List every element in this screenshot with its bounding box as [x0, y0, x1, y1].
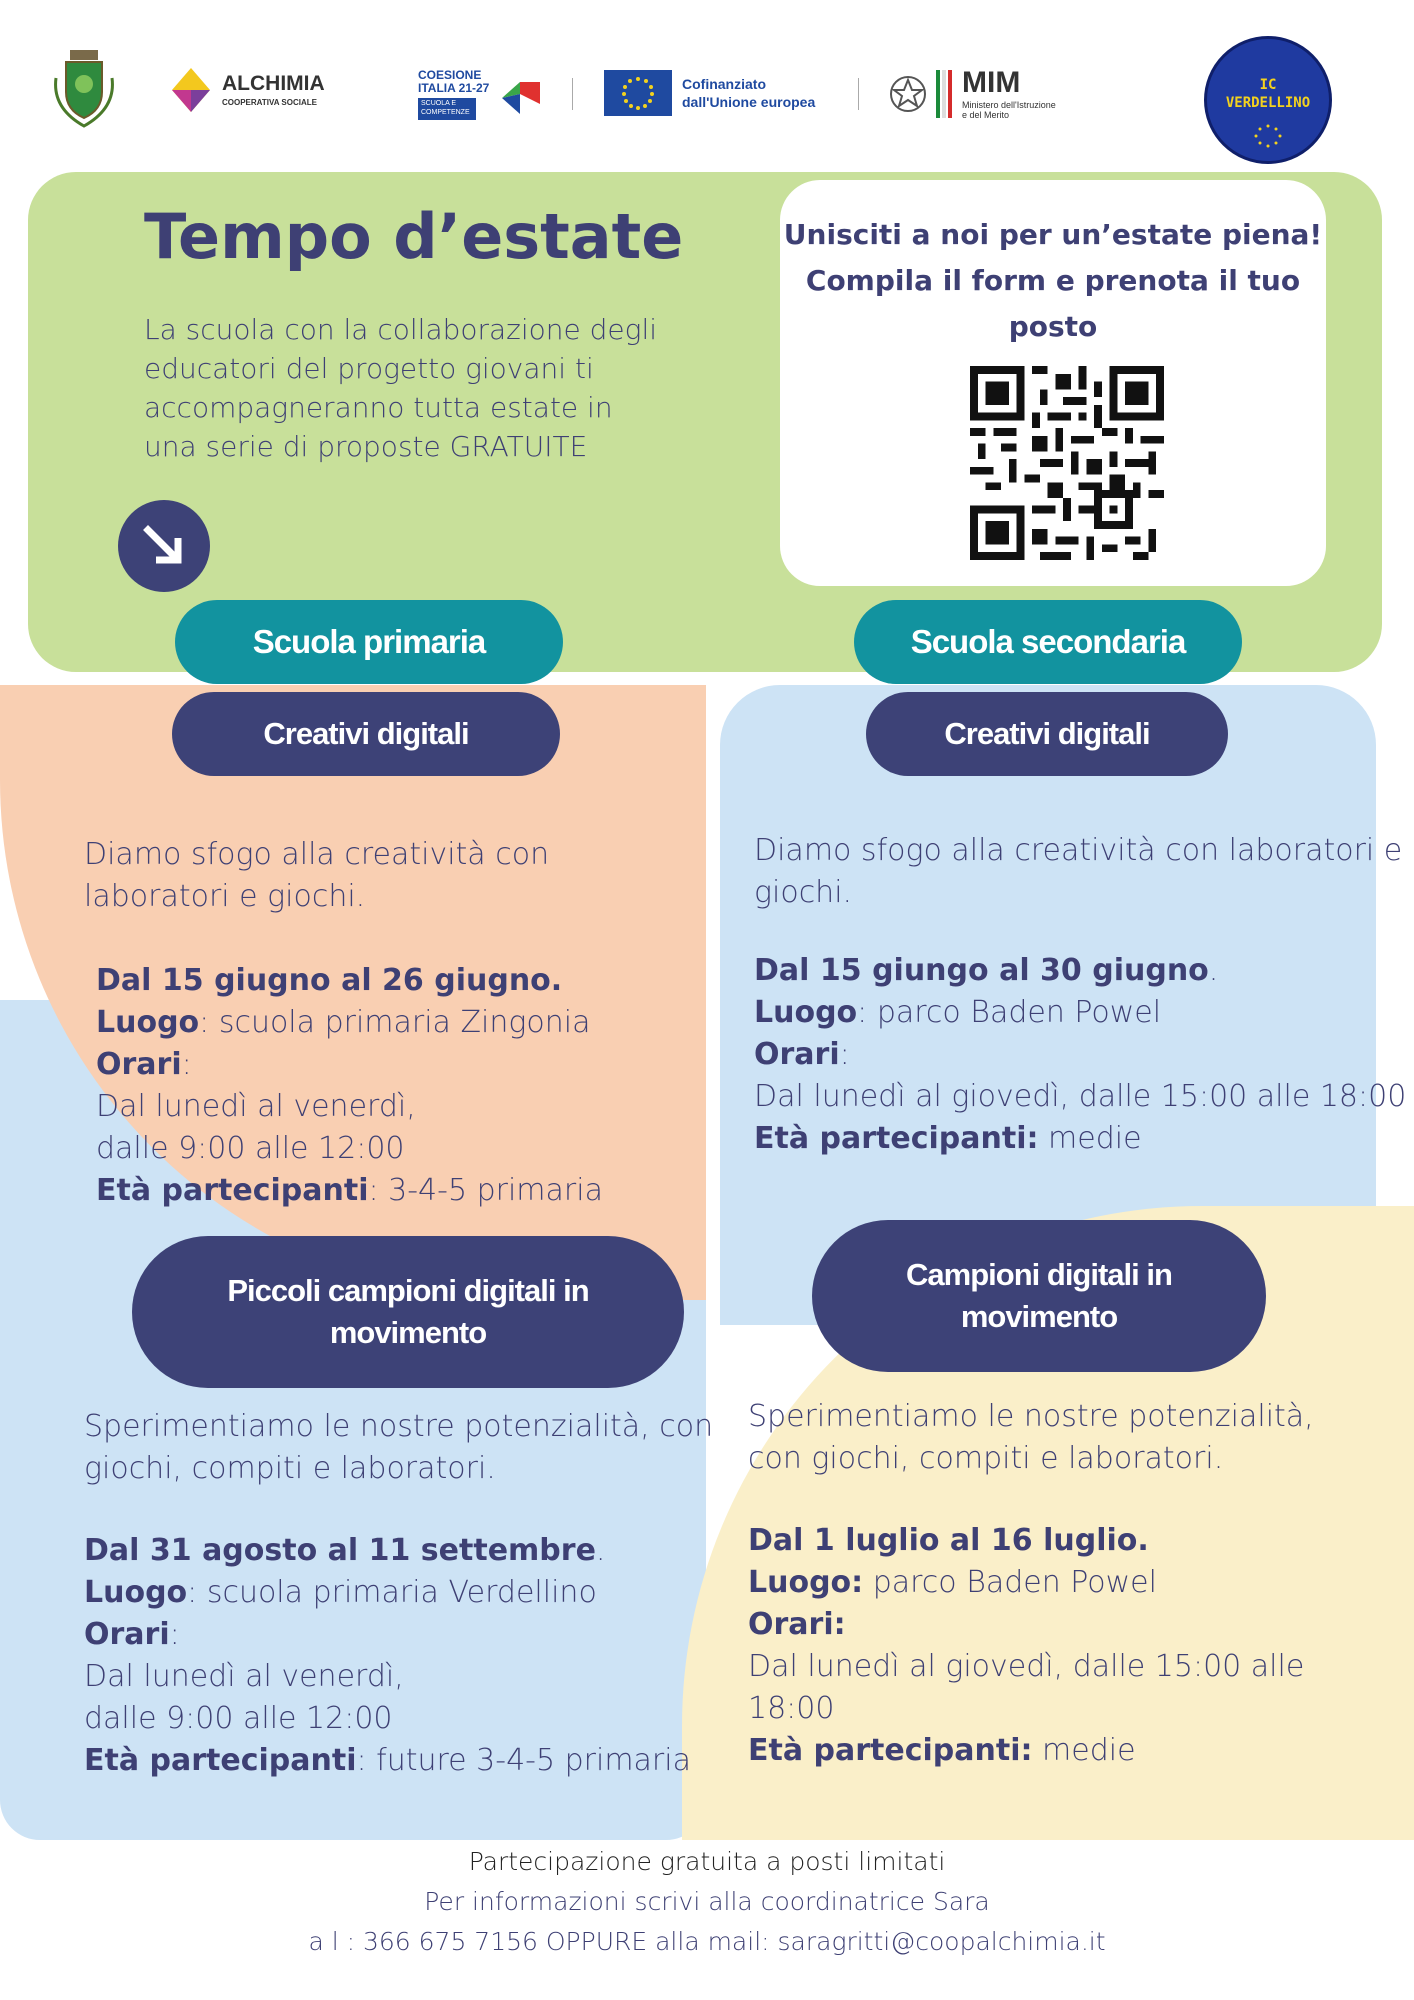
alchimia-name: ALCHIMIA [222, 72, 325, 95]
qr-card [780, 180, 1326, 586]
ic-line2: VERDELLINO [1225, 95, 1311, 111]
orari-days-hours: Dal lunedì al giovedì, dalle 15:00 alle 18:00 [754, 1079, 1407, 1114]
mim-line1: Ministero dell'Istruzione [962, 100, 1056, 110]
coesione-line2: ITALIA 21-27 [418, 81, 490, 95]
luogo-label: Luogo [96, 1005, 200, 1040]
orari-days: Dal lunedì al venerdì, [96, 1089, 416, 1124]
primaria-campioni-date: Dal 31 agosto al 11 settembre [84, 1533, 596, 1568]
primaria-campioni-description: Sperimentiamo le nostre potenzialità, con giochi, compiti e laboratori. [84, 1409, 714, 1486]
orari-hours: dalle 9:00 alle 12:00 [96, 1131, 405, 1166]
eta-value: : future 3-4-5 primaria [356, 1743, 691, 1778]
coesione-logo-icon [498, 72, 544, 118]
secondaria-creativi-details: Dal 15 giungo al 30 giugno. Luogo: parco Baden Powel Orari: Dal lunedì al giovedì, dalle 15:00 alle 18:00 Età partecipanti: medie [754, 953, 1407, 1156]
footer [0, 1842, 1414, 1962]
luogo-label: Luogo [84, 1575, 188, 1610]
primaria-campioni-details: Dal 31 agosto al 11 settembre. Luogo: scuola primaria Verdellino Orari: Dal lunedì al venerdì, dalle 9:00 alle 12:00 Età partecipanti: future 3-4-5 primaria [84, 1533, 691, 1778]
tab-scuola-secondaria[interactable]: Scuola secondaria [854, 600, 1242, 684]
orari-hours-end: 18:00 [748, 1691, 835, 1726]
secondaria-creativi-title: Creativi digitali [866, 692, 1228, 776]
arrow-down-right-icon [142, 524, 186, 568]
orari-label: Orari [84, 1617, 170, 1652]
hero-description: La scuola con la collaborazione degli educatori del progetto giovani ti accompagneranno tutta estate in una serie di proposte GRATUITE [144, 313, 658, 463]
eta-label: Età partecipanti: [748, 1733, 1033, 1768]
primaria-creativi-details: Dal 15 giugno al 26 giugno. Luogo: scuola primaria Zingonia Orari: Dal lunedì al venerdì, dalle 9:00 alle 12:00 Età partecipanti: 3-4-5 primaria [96, 963, 603, 1208]
eu-line1: Cofinanziato [682, 76, 766, 92]
orari-label: Orari [96, 1047, 182, 1082]
orari-label: Orari [754, 1037, 840, 1072]
coesione-logo [418, 68, 544, 122]
secondaria-creativi-description: Diamo sfogo alla creatività con laboratori e giochi. [754, 833, 1403, 910]
eta-label: Età partecipanti: [754, 1121, 1039, 1156]
ic-verdellino-logo-icon [1204, 36, 1332, 164]
luogo-value: parco Baden Powel [863, 1565, 1157, 1600]
luogo-value: : parco Baden Powel [857, 995, 1162, 1030]
header-logos [0, 0, 1414, 170]
orari-hours: dalle 9:00 alle 12:00 [84, 1701, 393, 1736]
orari-label: Orari: [748, 1607, 846, 1642]
coesione-line1: COESIONE [418, 68, 482, 82]
primaria-campioni-title: Piccoli campioni digitali in movimento [132, 1236, 684, 1388]
stars-icon [1251, 123, 1285, 149]
mim-flag [936, 70, 952, 118]
arrow-button[interactable] [118, 500, 210, 592]
tab-scuola-primaria[interactable]: Scuola primaria [175, 600, 563, 684]
secondaria-campioni-description: Sperimentiamo le nostre potenzialità, con giochi, compiti e laboratori. [748, 1399, 1314, 1476]
primaria-creativi-description: Diamo sfogo alla creatività con laboratori e giochi. [84, 837, 550, 914]
mim-title: MIM [962, 66, 1021, 99]
primaria-creativi-date: Dal 15 giugno al 26 giugno. [96, 963, 563, 998]
secondaria-campioni-title: Campioni digitali in movimento [812, 1220, 1266, 1372]
orari-days: Dal lunedì al venerdì, [84, 1659, 404, 1694]
page-title: Tempo d’estate [144, 200, 684, 273]
footer-contact[interactable]: a l : 366 675 7156 OPPURE alla mail: saragritti@coopalchimia.it [308, 1927, 1106, 1956]
eta-value: medie [1032, 1733, 1136, 1768]
luogo-value: : scuola primaria Zingonia [199, 1005, 591, 1040]
mim-line2: e del Merito [962, 110, 1010, 120]
italian-emblem-icon [888, 72, 928, 116]
coesione-tag [418, 98, 476, 120]
footer-info: Per informazioni scrivi alla coordinatrice Sara [424, 1887, 990, 1916]
eu-flag-icon [604, 70, 672, 116]
secondaria-creativi-date: Dal 15 giungo al 30 giugno [754, 953, 1209, 988]
orari-days-hours: Dal lunedì al giovedì, dalle 15:00 alle [748, 1649, 1305, 1684]
footer-notice: Partecipazione gratuita a posti limitati [468, 1847, 946, 1876]
cta-text: Unisciti a noi per un’estate piena! Compila il form e prenota il tuo posto [783, 218, 1323, 343]
eta-value: : 3-4-5 primaria [368, 1173, 603, 1208]
coesione-line4: COMPETENZE [421, 109, 470, 116]
alchimia-logo-icon [170, 66, 212, 114]
primaria-creativi-title: Creativi digitali [172, 692, 560, 776]
luogo-label: Luogo [754, 995, 858, 1030]
secondaria-campioni-date: Dal 1 luglio al 16 luglio. [748, 1523, 1149, 1558]
qr-code-icon[interactable] [970, 366, 1164, 560]
divider [858, 78, 859, 110]
alchimia-sub: COOPERATIVA SOCIALE [222, 98, 317, 107]
luogo-value: : scuola primaria Verdellino [187, 1575, 597, 1610]
town-crest-icon [52, 48, 116, 130]
eta-label: Età partecipanti [84, 1743, 357, 1778]
divider [572, 78, 573, 110]
ic-line1: IC [1259, 77, 1277, 93]
eu-line2: dall'Unione europea [682, 94, 816, 110]
coesione-line3: SCUOLA E [421, 100, 457, 107]
secondaria-campioni-details [748, 1520, 1304, 1772]
luogo-label: Luogo: [748, 1565, 864, 1600]
eta-value: medie [1038, 1121, 1142, 1156]
eta-label: Età partecipanti [96, 1173, 369, 1208]
